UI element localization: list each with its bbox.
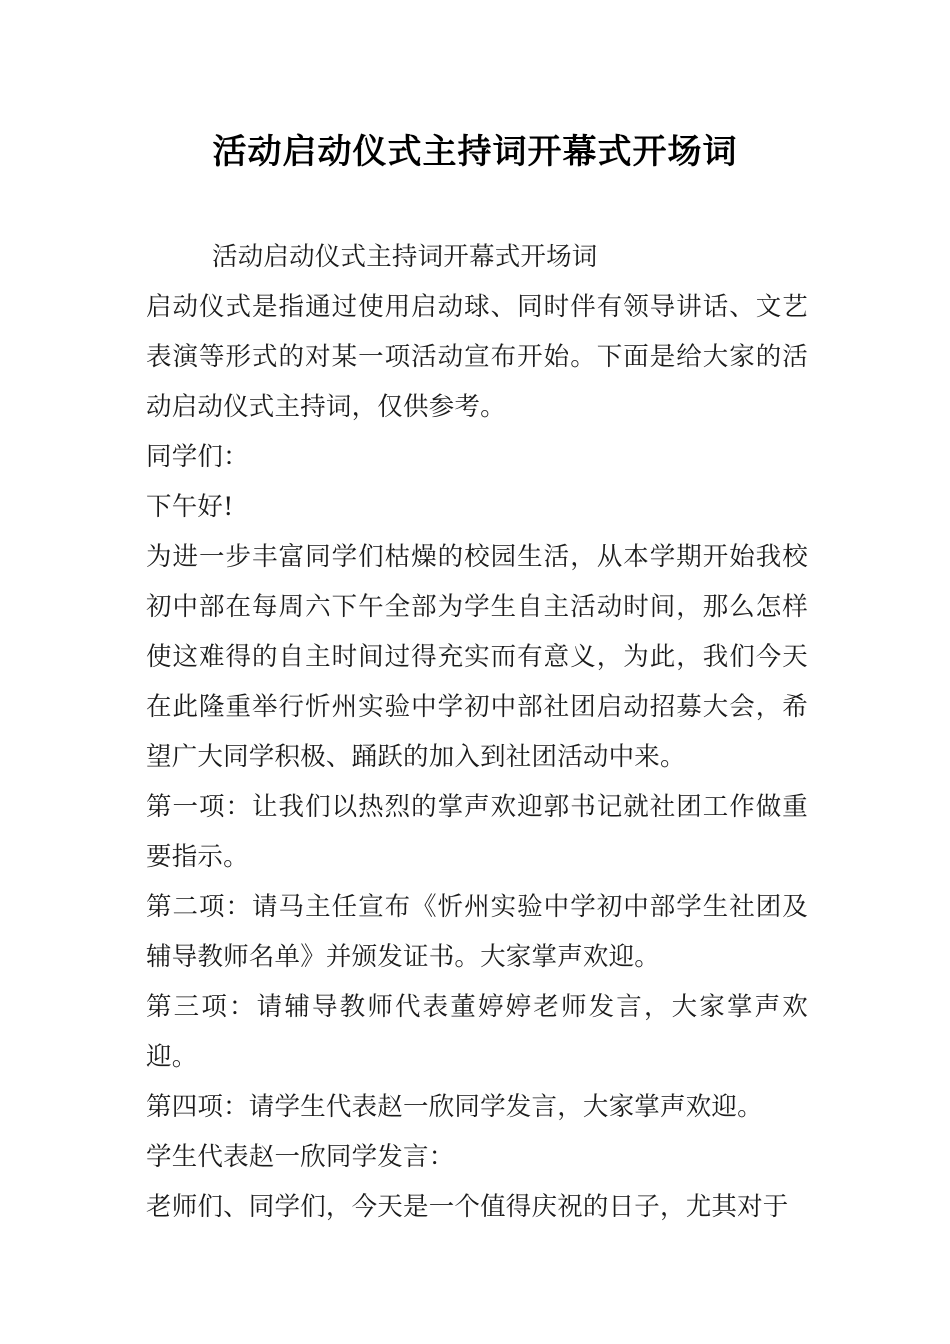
subtitle-paragraph: 活动启动仪式主持词开幕式开场词 xyxy=(212,242,598,272)
purpose-paragraph: 为进一步丰富同学们枯燥的校园生活，从本学期开始我校初中部在每周六下午全部为学生自主活动时间，那么怎样使这难得的自主时间过得充实而有意义，为此，我们今天在此隆重举行忻州实验中学初中部社团启动招募大会，希望广大同学积极、踊跃的加入到社团活动中来。 xyxy=(146,542,808,772)
speech-heading: 学生代表赵一欣同学发言： xyxy=(146,1142,455,1172)
intro-paragraph: 启动仪式是指通过使用启动球、同时伴有领导讲话、文艺表演等形式的对某一项活动宣布开始。下面是给大家的活动启动仪式主持词，仅供参考。 xyxy=(146,292,808,422)
speech-paragraph: 老师们、同学们，今天是一个值得庆祝的日子，尤其对于 xyxy=(146,1192,789,1222)
agenda-item-1: 第一项：让我们以热烈的掌声欢迎郭书记就社团工作做重要指示。 xyxy=(146,792,808,872)
agenda-item-3: 第三项：请辅导教师代表董婷婷老师发言，大家掌声欢迎。 xyxy=(146,992,808,1072)
greeting-paragraph: 同学们： xyxy=(146,442,249,472)
agenda-item-2: 第二项：请马主任宣布《忻州实验中学初中部学生社团及辅导教师名单》并颁发证书。大家掌声欢迎。 xyxy=(146,892,808,972)
agenda-item-4: 第四项：请学生代表赵一欣同学发言，大家掌声欢迎。 xyxy=(146,1092,763,1122)
greeting-time-paragraph: 下午好! xyxy=(146,492,234,522)
document-body xyxy=(146,232,808,1232)
document-title: 活动启动仪式主持词开幕式开场词 xyxy=(212,132,738,172)
